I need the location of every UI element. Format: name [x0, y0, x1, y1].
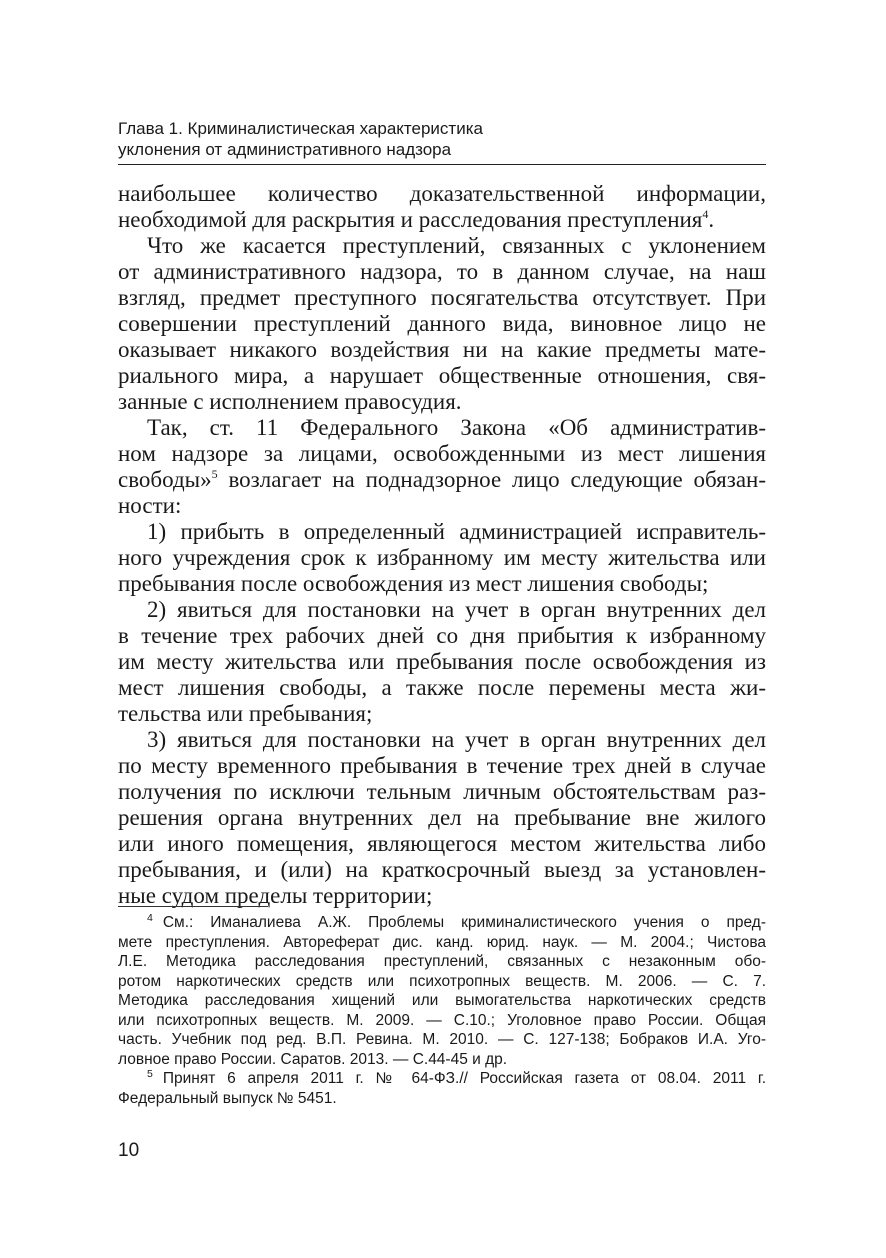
text-line: 1) прибыть в определенный администрацией исправитель- — [147, 519, 766, 544]
footnote-line: ловное право России. Саратов. 2013. — С.44-45 и др. — [118, 1050, 508, 1068]
footnote-line: или психотропных веществ. М. 2009. — С.10.; Уголовное право России. Общая — [118, 1011, 766, 1029]
text-line: оказывает никакого воздействия ни на какие предметы мате- — [118, 337, 766, 362]
text-line: или иного помещения, являющегося местом жительства либо — [118, 831, 766, 856]
text-line: Что же касается преступлений, связанных с уклонением — [147, 233, 766, 258]
footnote-line: Федеральный выпуск № 5451. — [118, 1089, 337, 1107]
text-line: от административного надзора, то в данном случае, на наш — [118, 259, 766, 284]
running-head — [118, 118, 766, 160]
text-line: риального мира, а нарушает общественные отношения, свя- — [118, 363, 766, 388]
footnote-line: ротом наркотических средств или психотропных веществ. М. 2006. — С. 7. — [118, 972, 766, 990]
text-line: наибольшее количество доказательственной информации, — [118, 181, 766, 206]
footnote-line: мете преступления. Автореферат дис. канд. юрид. наук. — М. 2004.; Чистова — [118, 933, 766, 951]
page-number: 10 — [118, 1140, 140, 1161]
footnote-number: 5 — [147, 1068, 153, 1080]
text-line: по месту временного пребывания в течение трех дней в случае — [118, 753, 766, 778]
text-line: свободы»$^5$ возлагает на поднадзорное лицо следующие обязан- — [118, 467, 766, 492]
footnotes — [118, 913, 766, 1108]
header-rule — [118, 164, 766, 165]
text-line: ности: — [118, 493, 182, 518]
text-line: тельства или пребывания; — [118, 701, 373, 726]
text-line: мест лишения свободы, а также после перемены места жи- — [118, 675, 766, 700]
running-head-line-1: Глава 1. Криминалистическая характеристика — [118, 119, 483, 138]
text-line: в течение трех рабочих дней со дня прибытия к избранному — [118, 623, 766, 648]
text-line: 3) явиться для постановки на учет в орган внутренних дел — [147, 727, 766, 752]
text-line: решения органа внутренних дел на пребывание вне жилого — [118, 805, 766, 830]
text-line: пребывания после освобождения из мест лишения свободы; — [118, 571, 709, 596]
running-head-line-2: уклонения от административного надзора — [118, 140, 452, 159]
text-line: ного учреждения срок к избранному им месту жительства или — [118, 545, 766, 570]
text-line: Так, ст. 11 Федерального Закона «Об административ- — [147, 415, 766, 440]
text-line: 2) явиться для постановки на учет в орган внутренних дел — [147, 597, 766, 622]
text-line: ные судом пределы территории; — [118, 883, 433, 908]
footnote-line: Методика расследования хищений или вымогательства наркотических средств — [118, 992, 766, 1009]
text-line: взгляд, предмет преступного посягательства отсутствует. При — [118, 285, 766, 310]
footnote-separator — [118, 906, 268, 907]
main-text — [118, 181, 766, 909]
footnote-line: $^5$ Принят 6 апреля 2011 г. № 64-ФЗ.// Российская газета от 08.04. 2011 г. — [147, 1068, 766, 1087]
footnote-line: часть. Учебник под ред. В.П. Ревина. М. 2010. — С. 127-138; Бобраков И.А. Уго- — [118, 1031, 766, 1048]
footnote-line: Л.Е. Методика расследования преступлений, связанных с незаконным обо- — [118, 953, 766, 970]
text-line: получения по исключи тельным личным обстоятельствам раз- — [118, 779, 766, 804]
text-line: пребывания, и (или) на краткосрочный выезд за установлен- — [118, 857, 766, 882]
footnote-line: $^4$ См.: Иманалиева А.Ж. Проблемы криминалистического учения о пред- — [147, 912, 766, 931]
text-line: необходимой для раскрытия и расследования преступления$^4$. — [118, 207, 715, 232]
text-line: занные с исполнением правосудия. — [118, 389, 462, 414]
text-line: ном надзоре за лицами, освобожденными из мест лишения — [118, 441, 766, 466]
text-line: совершении преступлений данного вида, виновное лицо не — [118, 311, 766, 336]
footnote-ref: 5 — [211, 467, 218, 481]
footnote-number: 4 — [147, 912, 153, 924]
text-line: им месту жительства или пребывания после освобождения из — [118, 649, 766, 674]
footnote-ref: 4 — [702, 207, 709, 221]
